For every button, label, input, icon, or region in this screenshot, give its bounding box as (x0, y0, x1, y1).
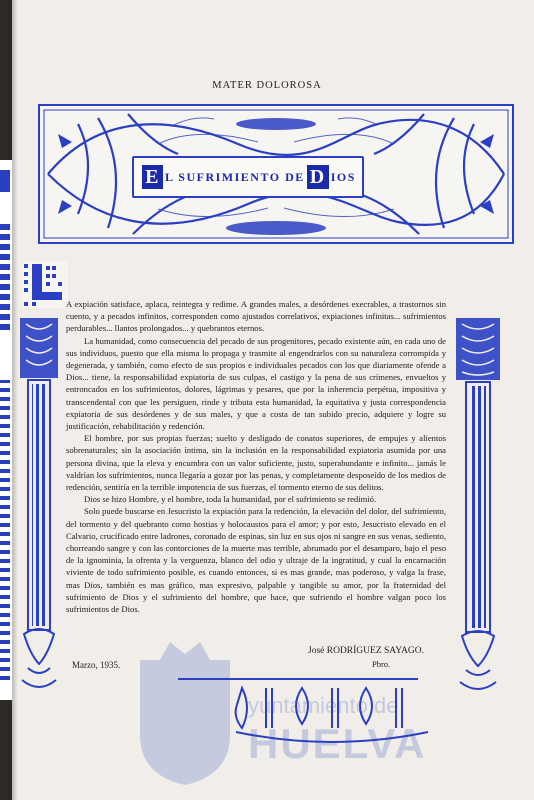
date-line: Marzo, 1935. (72, 660, 121, 670)
bottom-rule (178, 678, 418, 680)
paragraph-5: Solo puede buscarse en Jesucristo la expiación para la redención, la elevación del dolor, del sufrimiento, del tormento y del quebranto como hostias y holocaustos para el amor; y por esto, Jesucristo elevado en el Calvario, crucificado entre ladrones, coronado de espinas, sin luz en sus ojos ni sangre en sus venas, sediento, chorreando sangre y con las contorciones de la muerte mas terrible, abrumado por el desamparo, bajo el peso de la ignominia, la ofrenta y la verguenza, blanco del odio y ultraje de la ingratitud, y cual la encarnación viviente de todo sufrimiento posible, es cuando entonces, si es mas grande, mas poderoso, y valga la frase, mas Dios, también es mas gráfico, mas expresivo, palpable y tangible su amor, por la fraternidad del sufrimiento de Dios y el sufrimiento del hombre, que hace, que sufriendo el hombre valgan poco los sufrimientos de Dios. (66, 506, 446, 615)
paragraph-4: Dios se hizo Hombre, y el hombre, toda la humanidad, por el sufrimiento se redimió. (84, 494, 377, 505)
paragraph-3: El hombre, por sus propias fuerzas; suelto y desligado de conatos superiores, de empujes y alientos sobrenaturales; sin la asociación íntima, sin la inclusión en la responsabilidad expiatoria asumida por una persona divina, que la eleva y encumbra con un valor suficiente, justo, superabundante e infinito... jamás le valdrían los sufrimientos, nunca llegaría a gozar por las penas, y completamente desposeído de los medios de redención, sentiría en la terrible impotencia de sus fuerzas, el tormento eterno de sus delitos. (66, 433, 446, 493)
watermark-text-large: HUELVA (248, 720, 427, 767)
article-title (132, 156, 364, 198)
watermark-text-small: yuntamiento de (248, 693, 399, 718)
left-ornamental-column (18, 318, 60, 698)
paragraph-2: La humanidad, como consecuencia del pecado de sus progenitores, pecado existente aún, en cada uno de sus individuos, puesto que ella misma lo propaga y trasmite al engendrarlos con su naturaleza corrompida y degenerada, y también, como efecto de sus propios e individuales pecados con los que diariamente ofende a Dios... tiene, la responsabilidad expiatoria de sus culpas, el castigo y la pena de sus crímenes, envueltos y entroncados en los sufrimientos, dolores, lágrimas y pesares, que por la inherencia perpétua, impositiva y transcendental con que les persiguen, rinde y tributa esta humanidad, la equitativa y justa correspondencia expiatoria de sus desórdenes y de sus males, y que a costa de tan subido precio, adquiere y logre su justificación, rehabilitación y redención. (66, 335, 446, 432)
running-head: MATER DOLOROSA (212, 80, 322, 91)
title-end: IOS (330, 169, 356, 184)
watermark-coat-of-arms (130, 640, 240, 790)
title-initial-e: E (142, 165, 163, 189)
drop-cap-l (22, 262, 68, 308)
bottom-ornament-row (232, 682, 432, 746)
paragraph-1: A expiación satisface, aplaca, reintegra y redime. A grandes males, a desórdenes execrables, a trastornos sin cuento, y a pecados infinitos, corresponden como ajustados correlativos, expiaciones infinitas... sufrimientos perdurables... llantos prolongados... y quebrantos eternos. (66, 299, 446, 334)
author-title: Pbro. (372, 659, 391, 669)
title-middle: L SUFRIMIENTO DE (164, 169, 305, 184)
title-initial-d: D (307, 165, 329, 189)
right-ornamental-column (454, 318, 502, 698)
author-signature: José RODRÍGUEZ SAYAGO. (308, 646, 425, 656)
previous-page-edge (0, 160, 12, 700)
article-body (66, 298, 446, 615)
